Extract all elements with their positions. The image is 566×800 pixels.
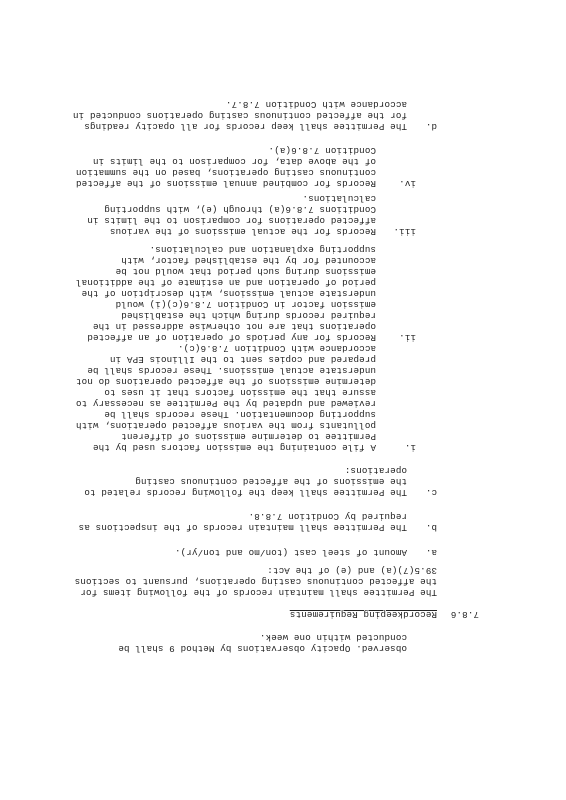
subitem-marker: ii.: [399, 332, 416, 343]
text-line: The Permittee shall keep records for all opacity readings: [84, 121, 407, 132]
section-number: 7.8.6: [450, 609, 479, 620]
text-line: observed. Opacity observations by Method 9 shall be: [118, 643, 407, 654]
section-heading: Recordkeeping Requirements: [289, 609, 437, 620]
text-line: pollutants from the various affected operations, with: [75, 420, 376, 431]
item-marker: c.: [425, 487, 437, 498]
text-line: affected operations for comparison to the limits in: [87, 215, 376, 226]
text-line: reviewed and updated by the Permittee as necessary to: [75, 398, 376, 409]
text-line: emissions during such period that would not be: [115, 266, 376, 277]
text-line: the affected continuous casting operations, pursuant to sections: [74, 576, 437, 587]
text-line: The Permittee shall maintain records of the inspections as: [78, 522, 407, 533]
text-line: Conditions 7.8.6(a) through (e), with supporting: [104, 204, 376, 215]
text-line: Records for any periods of operation of an affected: [87, 332, 376, 343]
text-line: Amount of steel cast (ton/mo and ton/yr).: [174, 547, 407, 558]
text-line: calculations.: [302, 193, 376, 204]
item-marker: a.: [425, 547, 437, 558]
text-line: supporting explanation and calculations.: [149, 244, 376, 255]
text-line: accordance with Condition 7.8.7.: [225, 99, 407, 110]
item-marker: d.: [425, 121, 437, 132]
text-line: the emissions of the affected continuous casting: [135, 476, 407, 487]
text-line: required records during which the established: [121, 310, 376, 321]
subitem-marker: iii.: [393, 226, 416, 237]
text-line: operations that are not otherwise addressed in the: [92, 321, 376, 332]
subitem-marker: iv.: [399, 178, 416, 189]
text-line: supporting documentation. These records shall be: [104, 409, 376, 420]
text-line: conducted within one week.: [259, 632, 407, 643]
text-line: accounted for by the established factor, with: [121, 255, 376, 266]
text-line: 39.5(7)(a) and (e) of the Act:: [267, 565, 437, 576]
text-line: continuous casting operations, based on the summation: [75, 167, 376, 178]
item-marker: b.: [425, 522, 437, 533]
text-line: for the affected continuous casting operations conducted in: [72, 110, 407, 121]
text-line: Records for combined annual emissions of the affected: [75, 178, 376, 189]
text-line: period of operation and an estimate of the additional: [75, 277, 376, 288]
text-line: assure that the emission factors that it uses to: [104, 387, 376, 398]
text-line: accordance with Condition 7.8.6(c).: [177, 343, 376, 354]
text-line: understate actual emissions, with description of the: [81, 288, 376, 299]
text-line: understate actual emissions. These records shall be: [87, 365, 376, 376]
subitem-marker: i.: [404, 442, 416, 453]
text-line: of the above data, for comparison to the limits in: [92, 156, 376, 167]
text-line: prepared and copies sent to the Illinois EPA in: [109, 354, 376, 365]
text-line: The Permittee shall maintain records of the following items for: [80, 587, 437, 598]
text-line: Records for the actual emissions of the various: [109, 226, 376, 237]
text-line: operations:: [344, 465, 407, 476]
text-line: determine emissions of the affected operations do not: [75, 376, 376, 387]
text-line: Condition 7.8.6(a).: [268, 145, 376, 156]
text-line: required by Condition 7.8.8.: [248, 511, 407, 522]
text-line: A file containing the emission factors used by the: [92, 442, 376, 453]
text-line: Permittee to determine emissions of different: [121, 431, 376, 442]
text-line: The Permittee shall keep the following records related to: [84, 487, 407, 498]
text-line: emission factor in Condition 7.8.6(c)(i) would: [115, 299, 376, 310]
